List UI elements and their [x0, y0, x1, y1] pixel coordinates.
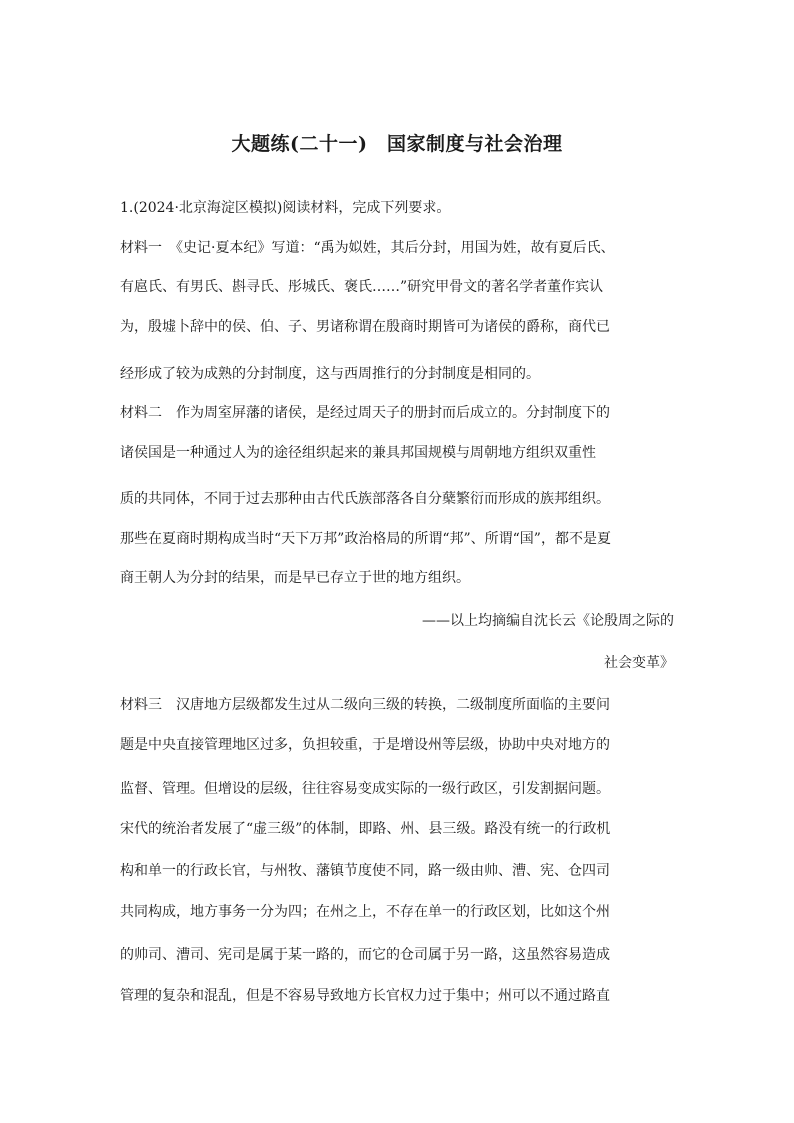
material-line: 管理的复杂和混乱，但是不容易导致地方长官权力过于集中；州可以不通过路直 — [120, 988, 610, 1004]
material-line: 构和单一的行政长官，与州牧、藩镇节度使不同，路一级由帅、漕、宪、仓四司 — [120, 863, 610, 879]
material-line: 材料一 《史记·夏本纪》写道：“禹为姒姓，其后分封，用国为姓，故有夏后氏、 — [120, 240, 615, 256]
material-line: 共同构成，地方事务一分为四；在州之上，不存在单一的行政区划，比如这个州 — [120, 904, 610, 920]
material-line: 那些在夏商时期构成当时“天下万邦”政治格局的所谓“邦”、所谓“国”，都不是夏 — [120, 531, 611, 547]
material-line: 为，殷墟卜辞中的侯、伯、子、男诸称谓在殷商时期皆可为诸侯的爵称，商代已 — [120, 319, 610, 335]
material-line: 诸侯国是一种通过人为的途径组织起来的兼具邦国规模与周朝地方组织双重性 — [120, 445, 596, 461]
material-line: 题是中央直接管理地区过多，负担较重，于是增设州等层级，协助中央对地方的 — [120, 737, 610, 753]
material-line: 有扈氏、有男氏、斟寻氏、彤城氏、褒氏……”研究甲骨文的著名学者董作宾认 — [120, 279, 604, 295]
material-line: 经形成了较为成熟的分封制度，这与西周推行的分封制度是相同的。 — [120, 366, 540, 382]
page-title: 大题练(二十一) 国家制度与社会治理 — [231, 133, 563, 155]
material-line: 材料二 作为周室屏藩的诸侯，是经过周天子的册封而后成立的。分封制度下的 — [120, 405, 610, 421]
material-line: 宋代的统治者发展了“虚三级”的体制，即路、州、县三级。路没有统一的行政机 — [120, 821, 611, 837]
material-line: 材料三 汉唐地方层级都发生过从二级向三级的转换，二级制度所面临的主要问 — [120, 697, 610, 713]
material-line: 质的共同体，不同于过去那种由古代氏族部落各自分蘖繁衍而形成的族邦组织。 — [120, 491, 610, 507]
source-citation: ——以上均摘编自沈长云《论殷周之际的 — [422, 613, 674, 629]
material-line: 商王朝人为分封的结果，而是早已存立于世的地方组织。 — [120, 570, 470, 586]
source-citation: 社会变革》 — [604, 655, 674, 671]
question-intro: 1.(2024·北京海淀区模拟)阅读材料，完成下列要求。 — [120, 200, 451, 216]
material-line: 监督、管理。但增设的层级，往往容易变成实际的一级行政区，引发割据问题。 — [120, 781, 610, 797]
material-line: 的帅司、漕司、宪司是属于某一路的，而它的仓司属于另一路，这虽然容易造成 — [120, 947, 610, 963]
